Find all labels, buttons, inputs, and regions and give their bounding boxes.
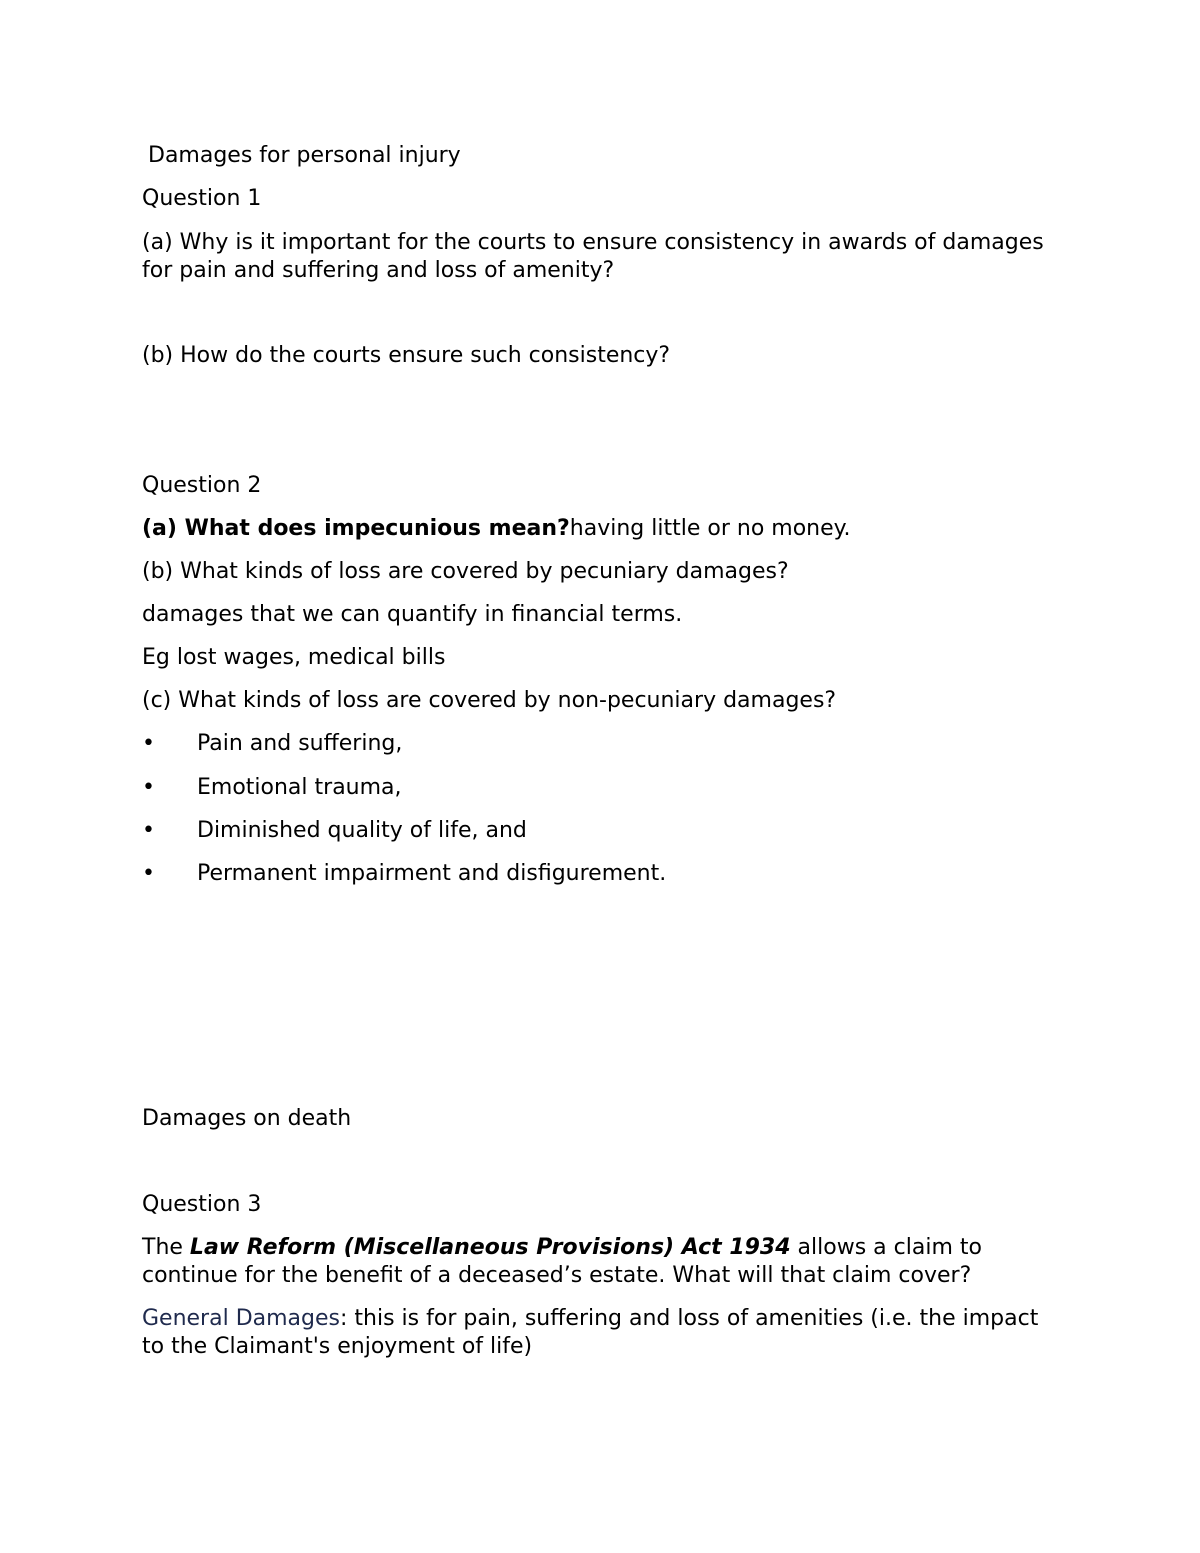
question-1-label: Question 1 xyxy=(142,186,262,211)
question-2-part-a-answer: having little or no money. xyxy=(569,516,851,541)
question-3-answer xyxy=(142,1305,1062,1361)
question-2-part-c: (c) What kinds of loss are covered by non-pecuniary damages? xyxy=(142,688,837,713)
section-heading-damages-on-death: Damages on death xyxy=(142,1106,352,1131)
act-name: Law Reform (Miscellaneous Provisions) Act 1934 xyxy=(189,1235,791,1260)
question-2-part-b-answer-2: Eg lost wages, medical bills xyxy=(142,645,446,670)
list-item-text: Diminished quality of life, and xyxy=(197,818,527,843)
question-1-part-a: (a) Why is it important for the courts to ensure consistency in awards of damages for pain and suffering and loss of amenity? xyxy=(142,230,1044,283)
list-item-text: Pain and suffering, xyxy=(197,731,403,756)
question-3-intro-prefix: The xyxy=(142,1235,190,1260)
question-2-part-a-question: (a) What does impecunious mean? xyxy=(142,516,570,541)
question-2-part-a xyxy=(142,515,1062,543)
section-heading-personal-injury: Damages for personal injury xyxy=(148,143,461,168)
question-3-label: Question 3 xyxy=(142,1192,262,1217)
question-1-part-b: (b) How do the courts ensure such consistency? xyxy=(142,343,671,368)
answer-rest: : this is for pain, suffering and loss of amenities (i.e. the impact to the Claimant's enjoyment of life) xyxy=(142,1306,1039,1359)
bullet-icon: • xyxy=(142,818,155,843)
bullet-icon: • xyxy=(142,775,155,800)
bullet-icon: • xyxy=(142,861,155,886)
question-2-part-b-answer-1: damages that we can quantify in financial terms. xyxy=(142,602,683,627)
question-3-intro-suffix: allows a claim to continue for the benefit of a deceased’s estate. What will that claim cover? xyxy=(142,1235,982,1288)
list-item-text: Permanent impairment and disfigurement. xyxy=(197,861,667,886)
question-2-label: Question 2 xyxy=(142,473,262,498)
question-2-part-b: (b) What kinds of loss are covered by pecuniary damages? xyxy=(142,559,789,584)
question-3-text xyxy=(142,1234,1062,1290)
bullet-icon: • xyxy=(142,731,155,756)
answer-term: General Damages xyxy=(142,1306,340,1331)
list-item-text: Emotional trauma, xyxy=(197,775,402,800)
